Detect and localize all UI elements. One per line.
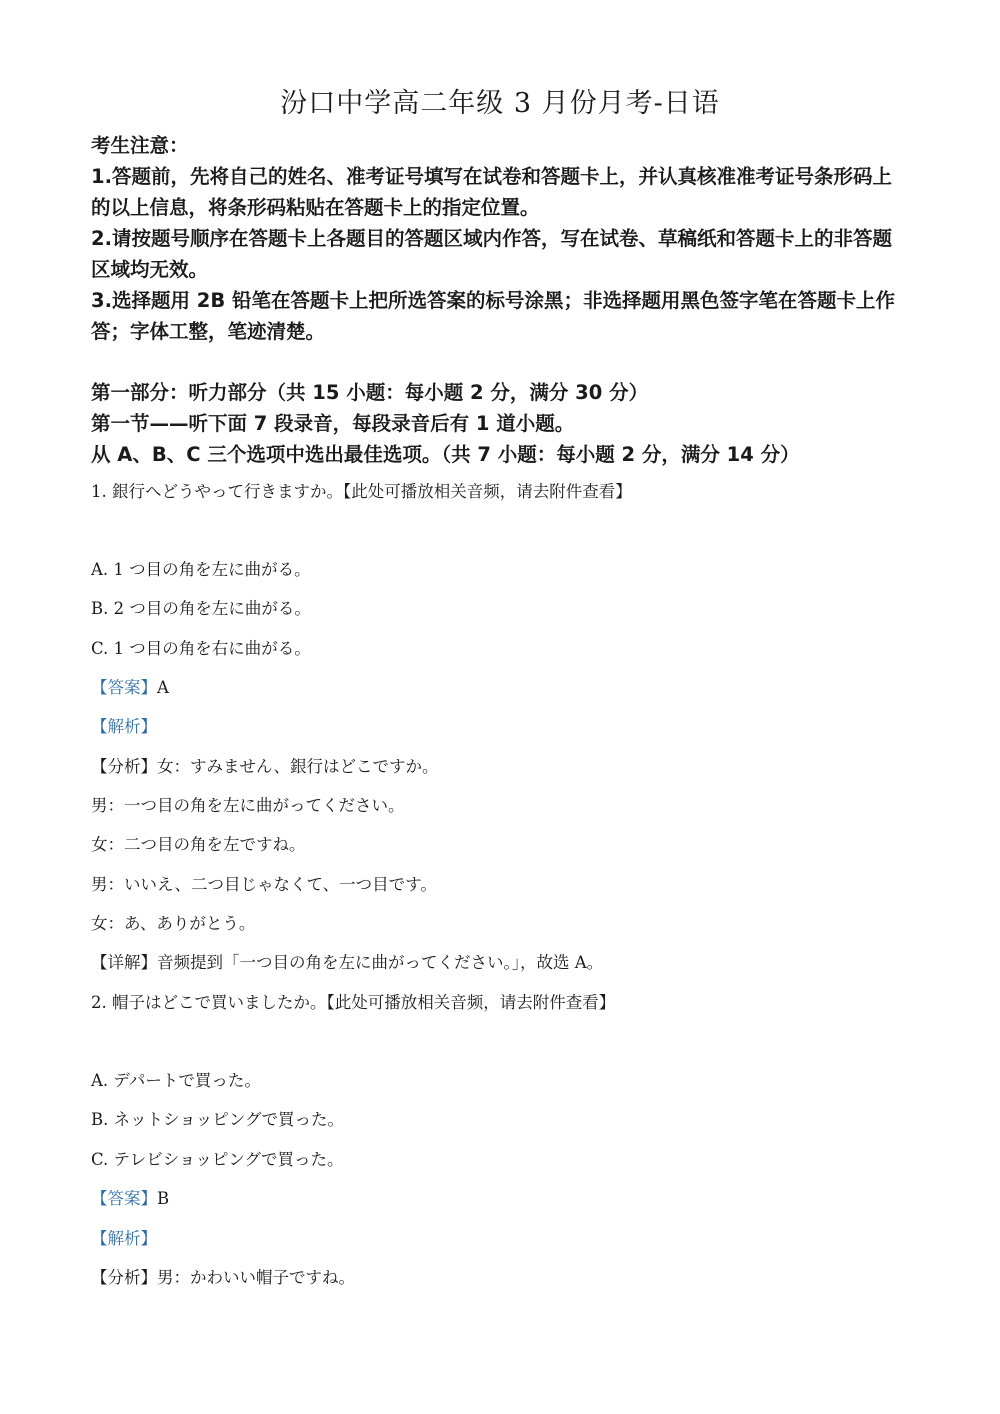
q1-analysis-label: 【解析】 [91, 717, 157, 736]
q1-option-a: A. 1 つ目の角を左に曲がる。 [91, 560, 311, 579]
q1-analysis-line-1 [91, 754, 439, 780]
section-header [91, 377, 911, 470]
q1-answer-value: A [157, 678, 169, 697]
q1-answer-label: 【答案】 [91, 678, 157, 697]
q2-option-b: B. ネットショッピングで買った。 [91, 1110, 344, 1129]
section-1-heading: 第一节——听下面 7 段录音，每段录音后有 1 道小题。 [91, 412, 575, 435]
q1-dialogue-1: 女：すみません、銀行はどこですか。 [157, 757, 439, 776]
q1-option-c: C. 1 つ目の角を右に曲がる。 [91, 639, 311, 658]
q1-analysis-tag: 【分析】 [91, 757, 157, 776]
q2-answer-value: B [157, 1189, 170, 1208]
notice-item-1: 1.答题前，先将自己的姓名、准考证号填写在试卷和答题卡上，并认真核准准考证号条形码上的以上信息，将条形码粘贴在答题卡上的指定位置。 [91, 165, 892, 219]
q2-answer-label: 【答案】 [91, 1189, 157, 1208]
q1-dialogue-5: 女：あ、ありがとう。 [91, 914, 256, 933]
q2-analysis-label: 【解析】 [91, 1229, 157, 1248]
q2-analysis-line-1 [91, 1265, 355, 1291]
page-title: 汾口中学高二年级 3 月份月考-日语 [280, 88, 720, 119]
question-1: 1. 銀行へどうやって行きますか。【此处可播放相关音频，请去附件查看】 [91, 482, 632, 501]
q1-option-b: B. 2 つ目の角を左に曲がる。 [91, 599, 311, 618]
notice-item-2: 2.请按题号顺序在答题卡上各题目的答题区域内作答，写在试卷、草稿纸和答题卡上的非答题区域均无效。 [91, 227, 892, 281]
question-2: 2. 帽子はどこで買いましたか。【此处可播放相关音频，请去附件查看】 [91, 993, 616, 1012]
section-instruction: 从 A、B、C 三个选项中选出最佳选项。（共 7 小题：每小题 2 分，满分 14 分） [91, 443, 800, 466]
q2-option-c: C. テレビショッピングで買った。 [91, 1150, 344, 1169]
q1-dialogue-3: 女：二つ目の角を左ですね。 [91, 835, 306, 854]
q2-analysis-tag: 【分析】 [91, 1268, 157, 1287]
candidate-notice [91, 130, 911, 347]
q1-detail: 【详解】音频提到「一つ目の角を左に曲がってください。」，故选 A。 [91, 953, 604, 972]
notice-heading: 考生注意： [91, 134, 189, 157]
part-1-heading: 第一部分：听力部分（共 15 小题：每小题 2 分，满分 30 分） [91, 381, 649, 404]
q2-answer [91, 1186, 169, 1212]
notice-item-3: 3.选择题用 2B 铅笔在答题卡上把所选答案的标号涂黑；非选择题用黑色签字笔在答题卡上作答；字体工整，笔迹清楚。 [91, 289, 895, 343]
q1-answer [91, 675, 169, 701]
q2-dialogue-1: 男：かわいい帽子ですね。 [157, 1268, 355, 1287]
q1-dialogue-4: 男：いいえ、二つ目じゃなくて、一つ目です。 [91, 875, 437, 894]
q2-option-a: A. デパートで買った。 [91, 1071, 261, 1090]
q1-dialogue-2: 男：一つ目の角を左に曲がってください。 [91, 796, 405, 815]
